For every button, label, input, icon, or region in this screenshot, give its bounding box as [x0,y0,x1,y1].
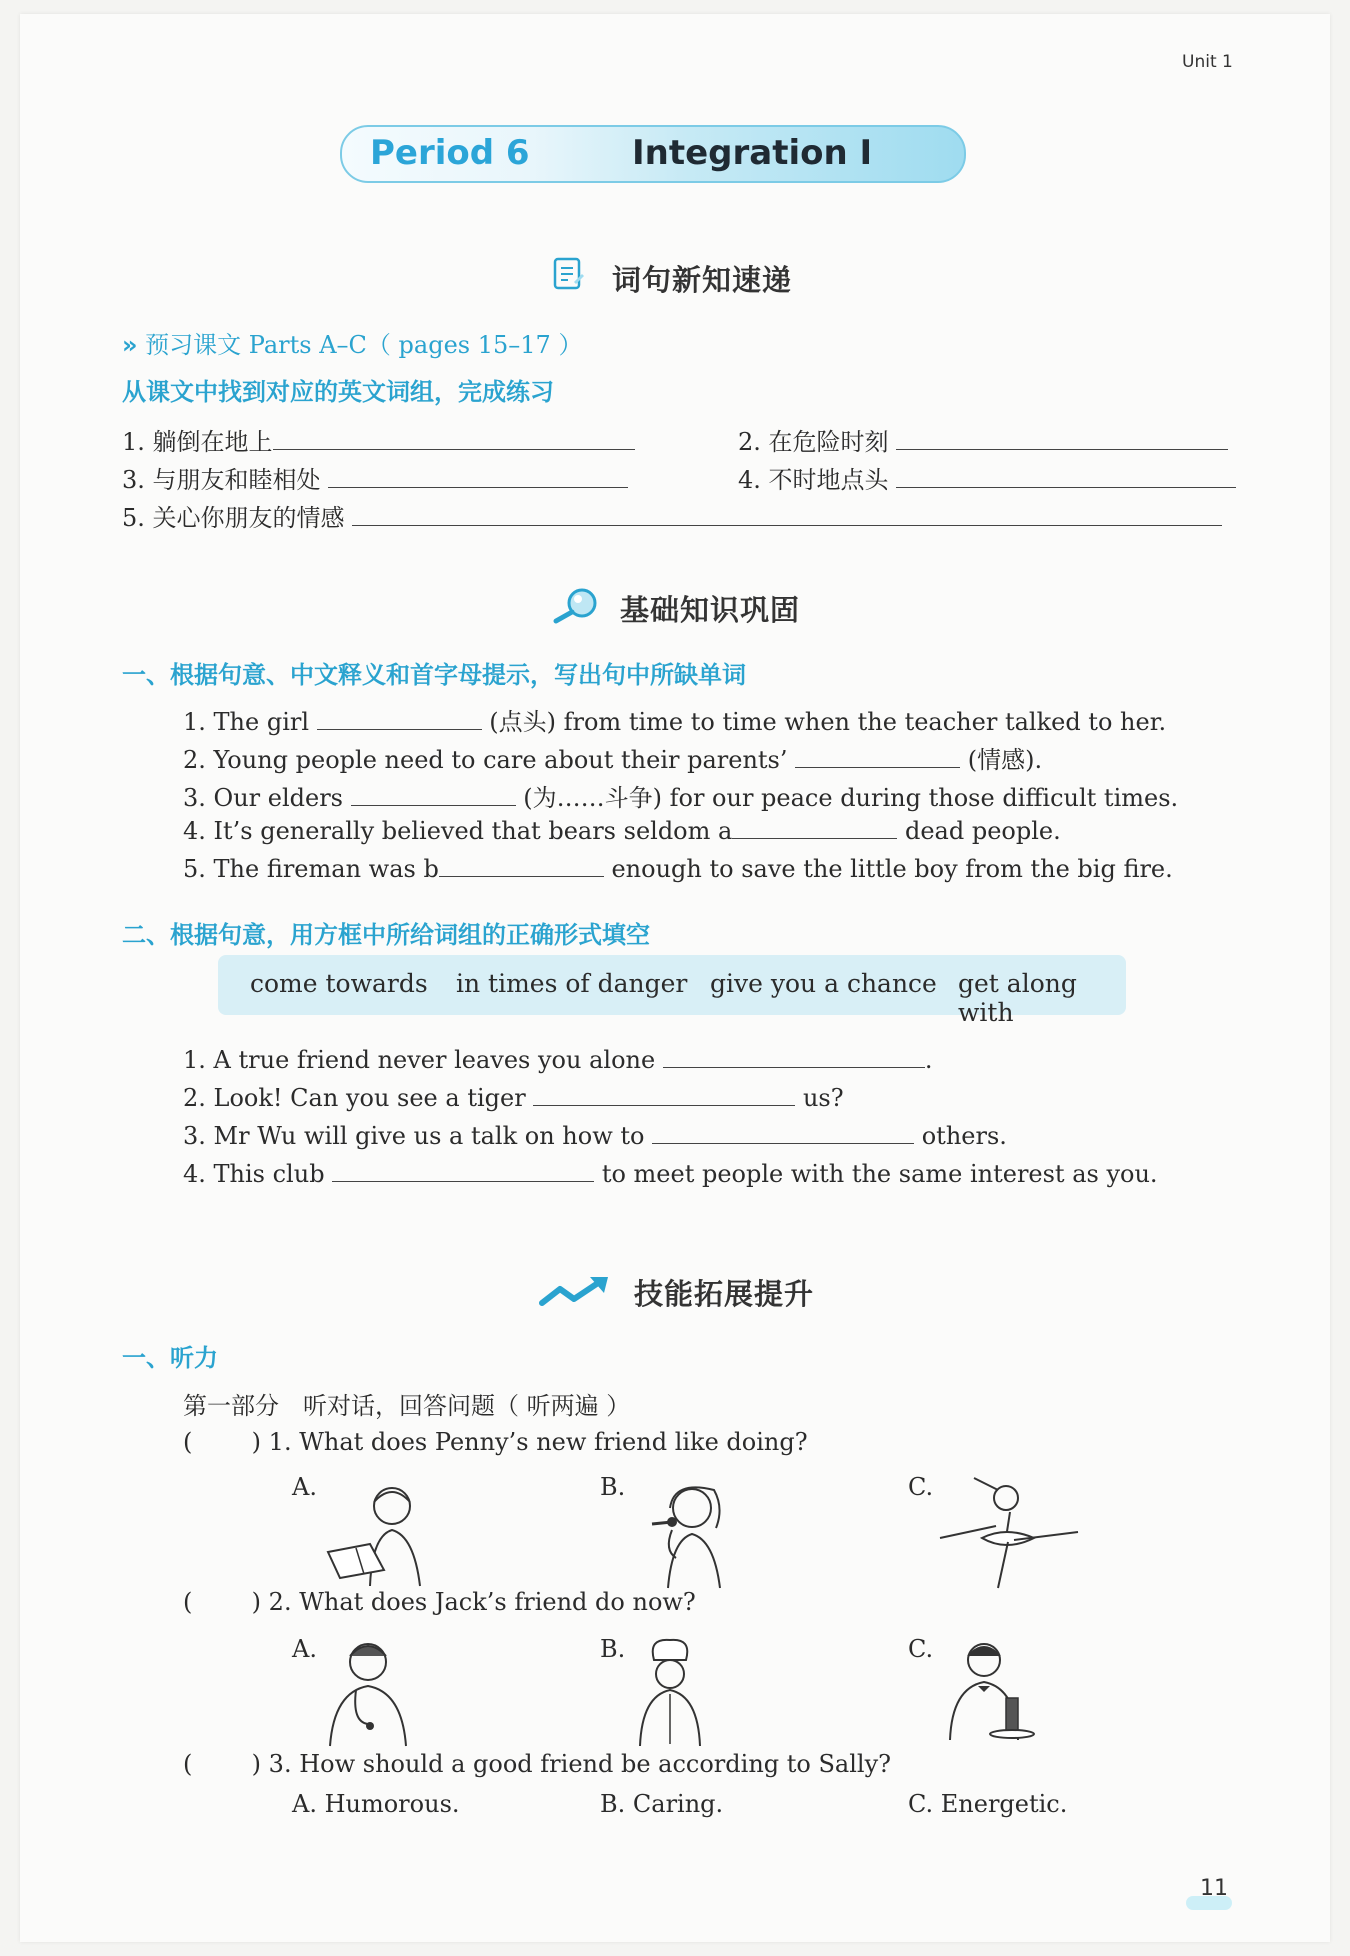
answer-blank[interactable] [317,707,482,730]
answer-blank[interactable] [351,783,516,806]
answer-blank[interactable] [795,745,960,768]
answer-blank[interactable] [332,1159,594,1182]
section-heading-skills: 技能拓展提升 [634,1277,815,1311]
trend-up-icon [538,1275,612,1311]
answer-blank[interactable] [273,427,635,450]
answer-blank[interactable] [439,854,604,877]
period-label: Period 6 [370,133,530,173]
answer-blank[interactable] [352,503,1222,526]
doctor-picture[interactable] [322,1636,412,1748]
fill-sentence: 4. It’s generally believed that bears seldom a dead people. [183,817,1061,845]
answer-blank[interactable] [896,427,1228,450]
fill-sentence: 2. Young people need to care about their parents’ (情感). [183,746,1043,774]
vocab-item: 3. 与朋友和睦相处 [122,460,628,495]
preview-text: 预习课文 Parts A–C（ pages 15–17 ） [145,331,583,359]
section-heading-vocabulary: 词句新知速递 [612,263,793,297]
fill-sentence: 3. Our elders (为……斗争) for our peace during those difficult times. [183,784,1179,812]
girl-reading-picture[interactable] [322,1478,448,1588]
option-label: B. [600,1635,626,1663]
option-label: A. [292,1473,317,1501]
phrase-box [218,955,1126,1027]
answer-blank[interactable] [896,465,1236,488]
answer-blank[interactable] [663,1045,925,1068]
section1-instruction: 从课文中找到对应的英文词组，完成练习 [122,378,554,406]
option-label[interactable]: C. Energetic. [908,1790,1068,1818]
chef-picture[interactable] [630,1636,710,1748]
listening-subpart: 第一部分 听对话，回答问题（ 听两遍 ） [183,1392,631,1420]
option-label[interactable]: A. Humorous. [292,1790,460,1818]
option-label: C. [908,1635,934,1663]
ballet-dancer-picture[interactable] [934,1476,1084,1592]
fill-sentence: 4. This club to meet people with the same interest as you. [183,1160,1158,1188]
part2-instruction: 二、根据句意，用方框中所给词组的正确形式填空 [122,921,650,949]
option-label: C. [908,1473,934,1501]
answer-slot[interactable] [200,1428,244,1450]
answer-blank[interactable] [732,816,897,839]
question-row: ( ) 2. What does Jack’s friend do now? [183,1588,696,1616]
fill-sentence: 2. Look! Can you see a tiger us? [183,1084,844,1112]
answer-blank[interactable] [652,1121,914,1144]
part1-instruction: 一、根据句意、中文释义和首字母提示，写出句中所缺单词 [122,661,746,689]
preview-line [122,325,582,360]
option-label[interactable]: B. Caring. [600,1790,724,1818]
vocab-item: 4. 不时地点头 [738,460,1236,495]
magnifier-icon [552,585,602,625]
page-number: 11 [1200,1876,1228,1901]
vocab-item: 1. 躺倒在地上 [122,422,635,457]
girl-singing-picture[interactable] [628,1478,748,1590]
notepad-icon [552,256,586,292]
question-row: ( ) 3. How should a good friend be according to Sally? [183,1750,892,1778]
option-label: A. [292,1635,317,1663]
fill-sentence: 1. The girl (点头) from time to time when the teacher talked to her. [183,708,1167,736]
vocab-item: 5. 关心你朋友的情感 [122,498,1222,533]
option-label: B. [600,1473,626,1501]
unit-label: Unit 1 [1182,52,1233,72]
phrase-option: get along with [958,969,1077,1027]
answer-blank[interactable] [533,1083,795,1106]
fill-sentence: 5. The fireman was b enough to save the little boy from the big fire. [183,855,1173,883]
vocab-item: 2. 在危险时刻 [738,422,1228,457]
waiter-picture[interactable] [938,1636,1038,1748]
phrase-option: in times of danger [456,969,688,998]
answer-blank[interactable] [328,465,628,488]
double-chevron-icon: » [122,331,138,359]
listening-title: 一、听力 [122,1344,218,1372]
fill-sentence: 3. Mr Wu will give us a talk on how to others. [183,1122,1007,1150]
phrase-option: give you a chance [710,969,937,998]
section-heading-basics: 基础知识巩固 [620,593,801,627]
answer-slot[interactable] [200,1750,244,1772]
answer-slot[interactable] [200,1588,244,1610]
fill-sentence: 1. A true friend never leaves you alone . [183,1046,933,1074]
lesson-title: Integration I [632,133,873,173]
period-title-banner [340,125,966,183]
question-row: ( ) 1. What does Penny’s new friend like doing? [183,1428,808,1456]
phrase-option: come towards [250,969,428,998]
